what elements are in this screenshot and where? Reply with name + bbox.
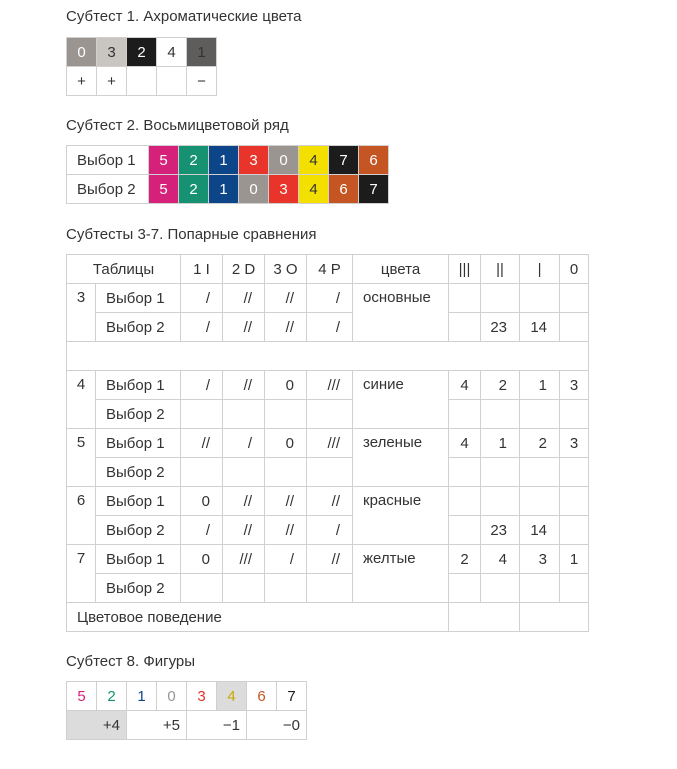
comparison-value: //: [223, 516, 265, 545]
color-cell: 1: [209, 175, 239, 204]
score-value: [481, 574, 520, 603]
header-cell: 3 O: [265, 255, 307, 284]
choice-label: Выбор 1: [96, 545, 181, 574]
color-behavior-label: Цветовое поведение: [67, 603, 449, 632]
header-tables: Таблицы: [67, 255, 181, 284]
comparison-value: [181, 574, 223, 603]
figure-cell: 0: [157, 682, 187, 711]
score-value: [560, 284, 589, 313]
comparison-value: 0: [265, 429, 307, 458]
comparison-value: ///: [307, 371, 353, 400]
color-group-name: желтые: [353, 545, 449, 603]
subtest-3-7-title: Субтесты 3-7. Попарные сравнения: [66, 226, 317, 243]
comparison-row: [67, 545, 589, 574]
color-cell: 5: [149, 146, 179, 175]
achromatic-mark-cell: [127, 67, 157, 96]
footer-cell: [520, 603, 589, 632]
eight-color-table: [66, 145, 389, 204]
comparison-value: ///: [307, 429, 353, 458]
footer-row: [67, 603, 589, 632]
figure-cell: 3: [187, 682, 217, 711]
score-value: [449, 284, 481, 313]
score-value: 3: [560, 429, 589, 458]
choice-label: Выбор 2: [96, 313, 181, 342]
figure-sum-cell: −1: [187, 711, 247, 740]
color-cell: 5: [149, 175, 179, 204]
choice-label: Выбор 1: [96, 371, 181, 400]
comparison-value: /: [223, 429, 265, 458]
comparison-value: //: [307, 487, 353, 516]
score-value: 2: [449, 545, 481, 574]
comparison-value: 0: [265, 371, 307, 400]
color-cell: 7: [359, 175, 389, 204]
choice-label: Выбор 2: [67, 175, 149, 204]
comparison-value: //: [223, 487, 265, 516]
comparison-value: //: [223, 371, 265, 400]
color-cell: 1: [209, 146, 239, 175]
header-cell: ||: [481, 255, 520, 284]
comparison-value: /: [307, 313, 353, 342]
header-cell: 4 P: [307, 255, 353, 284]
score-value: 4: [449, 371, 481, 400]
score-value: 1: [560, 545, 589, 574]
comparison-value: //: [265, 313, 307, 342]
figure-cell: 7: [277, 682, 307, 711]
score-value: [449, 313, 481, 342]
color-cell: 3: [269, 175, 299, 204]
figure-cell: 4: [217, 682, 247, 711]
subtest-8-title: Субтест 8. Фигуры: [66, 653, 196, 670]
comparison-row: [67, 371, 589, 400]
score-value: 3: [520, 545, 560, 574]
comparison-value: [265, 400, 307, 429]
comparison-value: [307, 574, 353, 603]
score-value: [520, 458, 560, 487]
achromatic-colors-table: [66, 37, 217, 96]
score-value: [449, 516, 481, 545]
comparison-value: [223, 574, 265, 603]
score-value: 14: [520, 516, 560, 545]
score-value: [449, 458, 481, 487]
comparison-value: /: [265, 545, 307, 574]
achromatic-mark-cell: +: [67, 67, 97, 96]
score-value: 4: [449, 429, 481, 458]
table-number: 6: [67, 487, 96, 545]
choice-label: Выбор 2: [96, 516, 181, 545]
figures-table: [66, 681, 307, 740]
table-number: 7: [67, 545, 96, 603]
comparison-value: //: [265, 487, 307, 516]
comparison-value: [181, 400, 223, 429]
figure-sum-cell: +4: [67, 711, 127, 740]
figure-sum-cell: −0: [247, 711, 307, 740]
comparison-value: /: [307, 284, 353, 313]
header-cell: 1 I: [181, 255, 223, 284]
score-value: 3: [560, 371, 589, 400]
table-number: 5: [67, 429, 96, 487]
achromatic-color-cell: 0: [67, 38, 97, 67]
color-cell: 0: [269, 146, 299, 175]
color-cell: 4: [299, 175, 329, 204]
score-value: [560, 400, 589, 429]
comparison-row: [67, 313, 589, 342]
header-cell: цвета: [353, 255, 449, 284]
comparison-value: /: [181, 284, 223, 313]
comparison-value: /: [181, 371, 223, 400]
eight-color-row: [67, 175, 389, 204]
comparison-value: //: [265, 284, 307, 313]
score-value: [481, 487, 520, 516]
score-value: [520, 487, 560, 516]
comparison-value: [307, 458, 353, 487]
comparison-value: /: [181, 313, 223, 342]
comparison-value: [181, 458, 223, 487]
score-value: [481, 458, 520, 487]
score-value: 14: [520, 313, 560, 342]
comparison-value: /: [181, 516, 223, 545]
comparison-value: /: [307, 516, 353, 545]
choice-label: Выбор 1: [96, 284, 181, 313]
color-group-name: зеленые: [353, 429, 449, 487]
score-value: 2: [481, 371, 520, 400]
choice-label: Выбор 2: [96, 574, 181, 603]
score-value: [449, 400, 481, 429]
color-cell: 6: [359, 146, 389, 175]
achromatic-mark-cell: [157, 67, 187, 96]
header-row: [67, 255, 589, 284]
figure-cell: 6: [247, 682, 277, 711]
comparison-row: [67, 458, 589, 487]
score-value: [520, 400, 560, 429]
achromatic-mark-cell: +: [97, 67, 127, 96]
figure-cell: 1: [127, 682, 157, 711]
comparison-value: [307, 400, 353, 429]
color-cell: 6: [329, 175, 359, 204]
choice-label: Выбор 1: [67, 146, 149, 175]
color-cell: 4: [299, 146, 329, 175]
color-group-name: основные: [353, 284, 449, 342]
score-value: [481, 284, 520, 313]
score-value: [449, 487, 481, 516]
score-value: [481, 400, 520, 429]
score-value: [520, 284, 560, 313]
score-value: 1: [481, 429, 520, 458]
score-value: 23: [481, 516, 520, 545]
color-group-name: синие: [353, 371, 449, 429]
spacer-cell: [67, 342, 589, 371]
comparison-value: //: [307, 545, 353, 574]
figure-cell: 2: [97, 682, 127, 711]
comparison-value: [223, 400, 265, 429]
color-cell: 0: [239, 175, 269, 204]
table-number: 4: [67, 371, 96, 429]
comparison-value: [265, 574, 307, 603]
color-cell: 7: [329, 146, 359, 175]
figure-sum-cell: +5: [127, 711, 187, 740]
score-value: 4: [481, 545, 520, 574]
comparison-value: //: [223, 313, 265, 342]
footer-cell: [449, 603, 520, 632]
header-cell: |: [520, 255, 560, 284]
comparison-value: //: [181, 429, 223, 458]
eight-color-row: [67, 146, 389, 175]
achromatic-color-cell: 2: [127, 38, 157, 67]
subtest-2-title: Субтест 2. Восьмицветовой ряд: [66, 117, 289, 134]
comparison-row: [67, 400, 589, 429]
score-value: 2: [520, 429, 560, 458]
score-value: 23: [481, 313, 520, 342]
choice-label: Выбор 1: [96, 429, 181, 458]
comparison-value: [223, 458, 265, 487]
header-cell: |||: [449, 255, 481, 284]
score-value: [560, 313, 589, 342]
header-cell: 0: [560, 255, 589, 284]
subtest-1-title: Субтест 1. Ахроматические цвета: [66, 8, 302, 25]
score-value: [560, 458, 589, 487]
spacer-row: [67, 342, 589, 371]
score-value: [560, 487, 589, 516]
comparison-row: [67, 429, 589, 458]
comparison-row: [67, 487, 589, 516]
achromatic-color-cell: 4: [157, 38, 187, 67]
achromatic-color-cell: 1: [187, 38, 217, 67]
achromatic-mark-cell: −: [187, 67, 217, 96]
comparison-value: ///: [223, 545, 265, 574]
color-group-name: красные: [353, 487, 449, 545]
figure-cell: 5: [67, 682, 97, 711]
color-cell: 2: [179, 175, 209, 204]
comparison-row: [67, 574, 589, 603]
score-value: [560, 574, 589, 603]
comparison-value: 0: [181, 487, 223, 516]
choice-label: Выбор 1: [96, 487, 181, 516]
comparison-value: 0: [181, 545, 223, 574]
choice-label: Выбор 2: [96, 458, 181, 487]
color-cell: 2: [179, 146, 209, 175]
table-number: 3: [67, 284, 96, 342]
comparison-row: [67, 284, 589, 313]
color-cell: 3: [239, 146, 269, 175]
header-cell: 2 D: [223, 255, 265, 284]
achromatic-color-cell: 3: [97, 38, 127, 67]
score-value: [520, 574, 560, 603]
score-value: 1: [520, 371, 560, 400]
score-value: [560, 516, 589, 545]
comparison-value: //: [223, 284, 265, 313]
choice-label: Выбор 2: [96, 400, 181, 429]
pairwise-comparison-table: [66, 254, 589, 632]
comparison-value: [265, 458, 307, 487]
score-value: [449, 574, 481, 603]
comparison-row: [67, 516, 589, 545]
comparison-value: //: [265, 516, 307, 545]
